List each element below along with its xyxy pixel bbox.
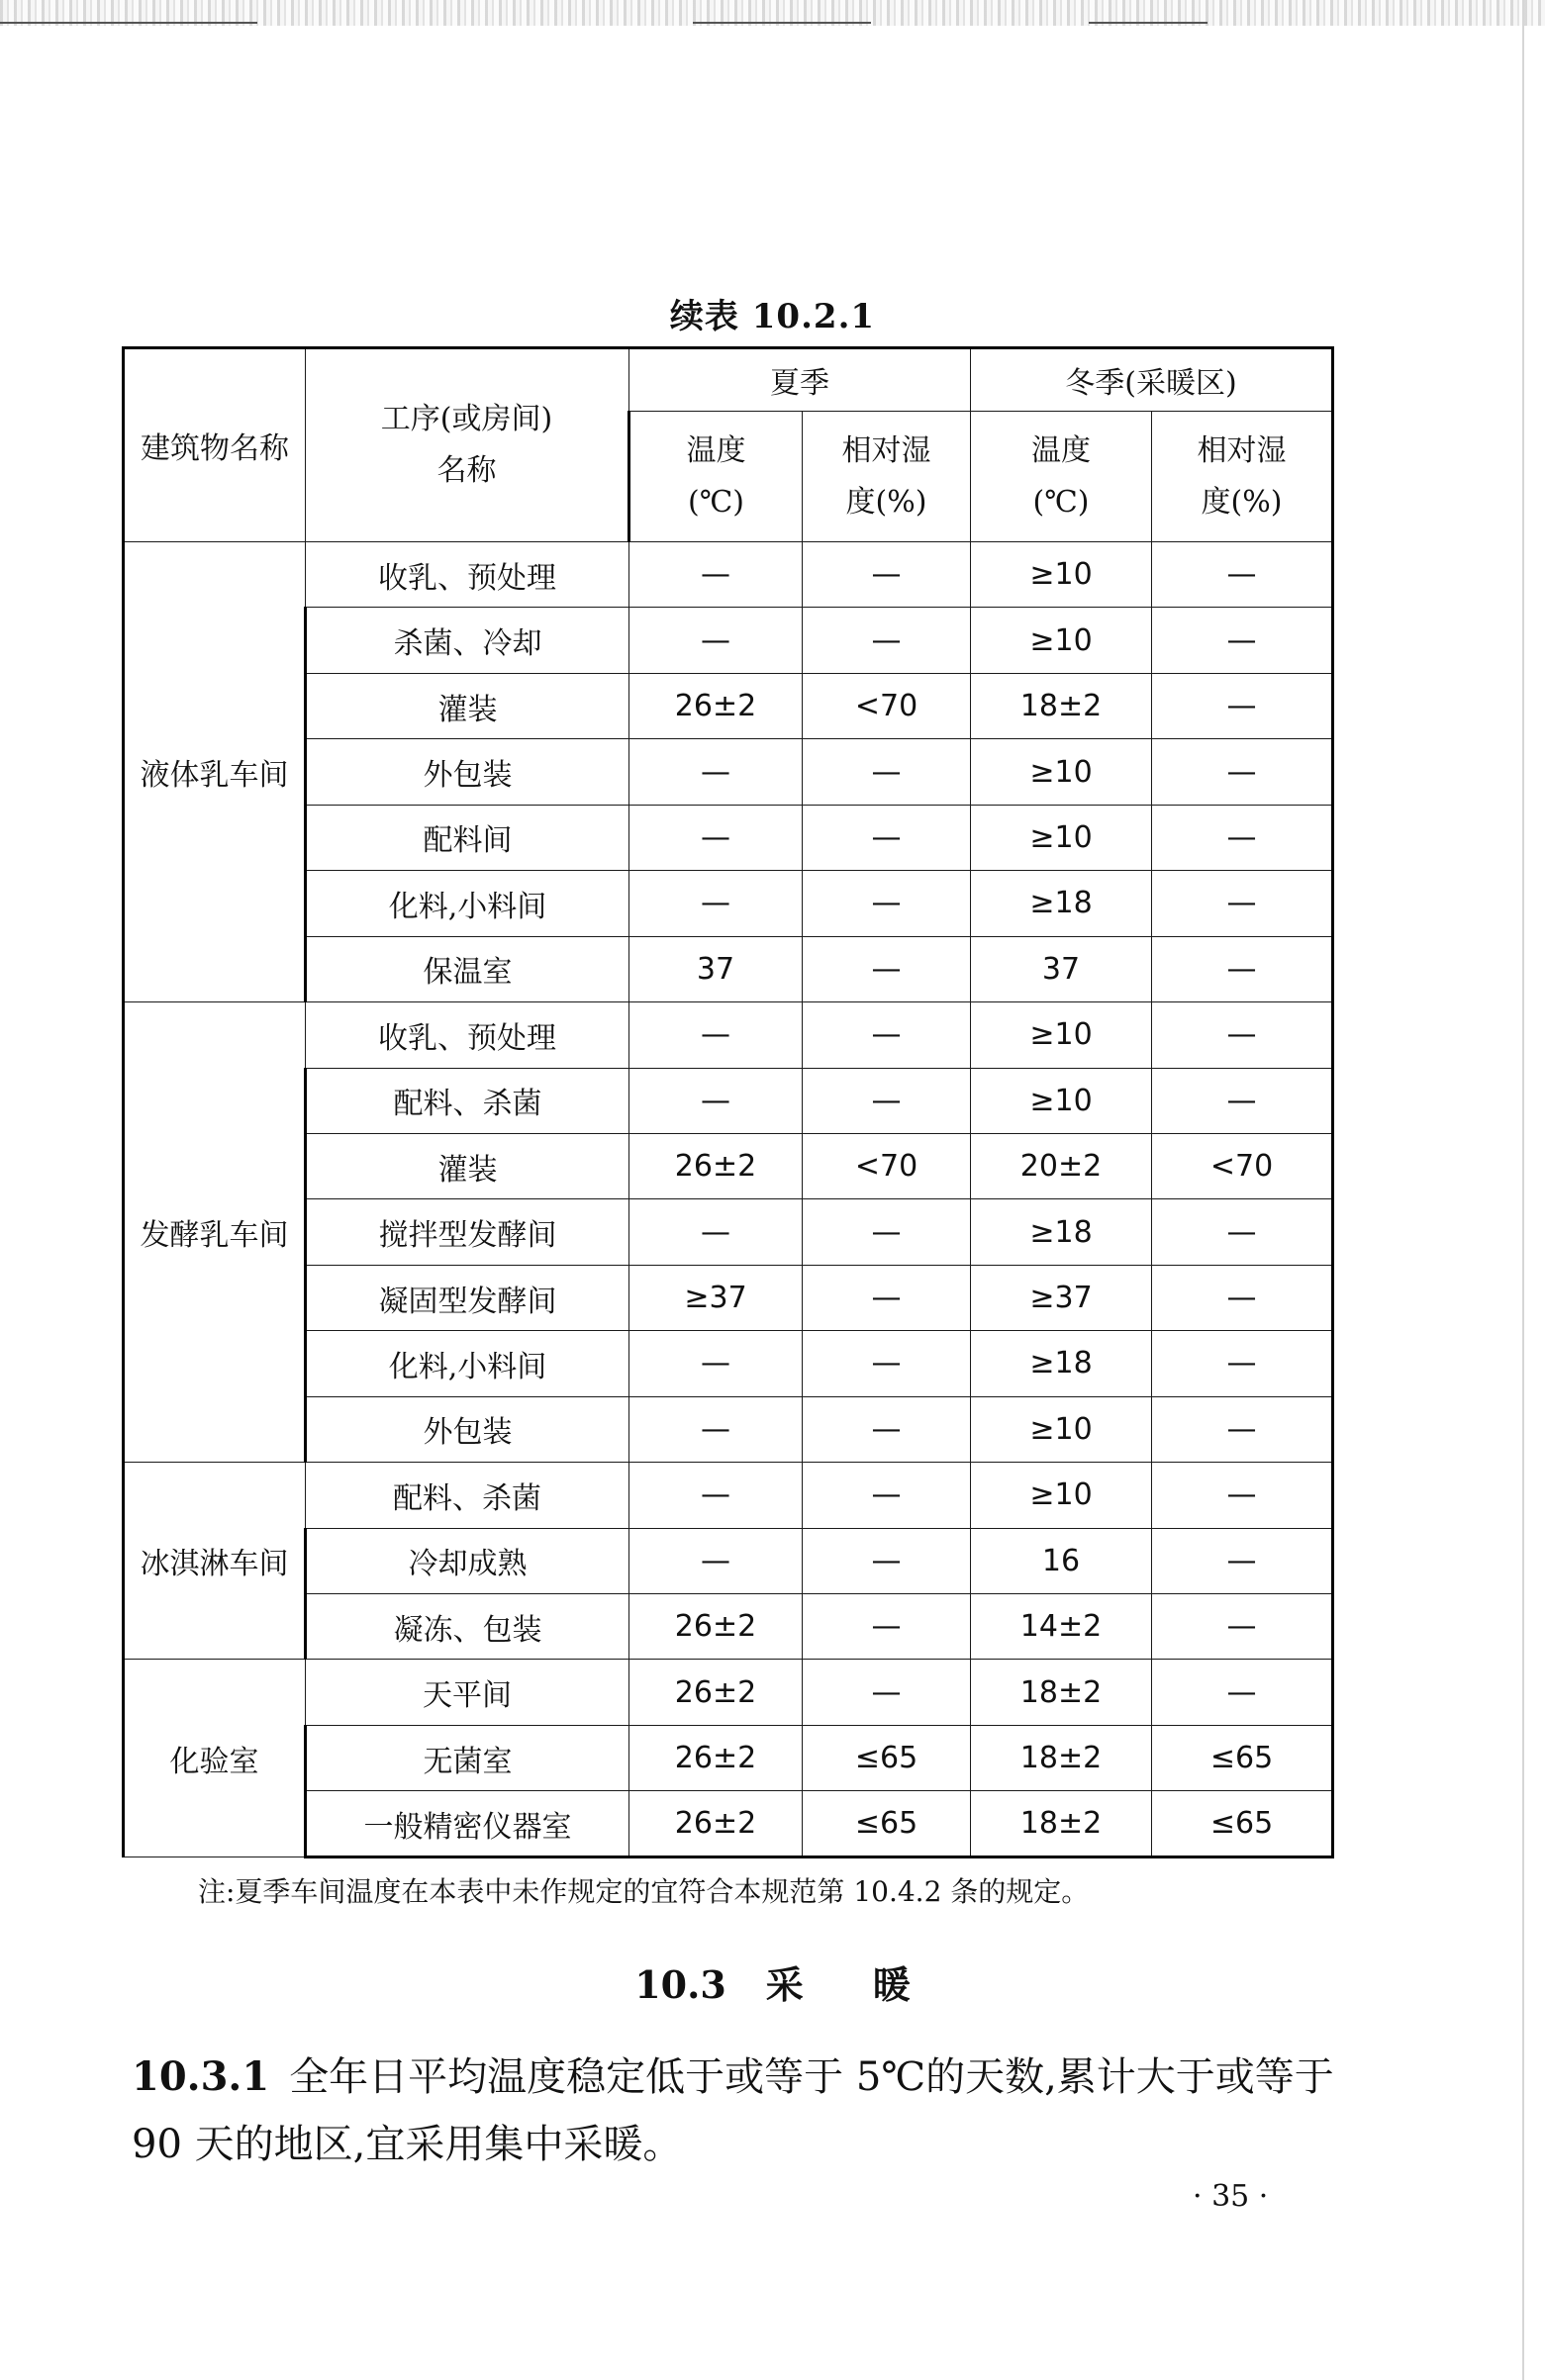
header-summer-rh — [803, 412, 971, 542]
winter-temp-cell: ≥18 — [971, 1199, 1152, 1265]
process-name-cell: 冷却成熟 — [306, 1528, 629, 1593]
summer-rh-cell: ≤65 — [803, 1791, 971, 1856]
winter-temp-cell: 18±2 — [971, 1725, 1152, 1790]
winter-rh-cell: — — [1152, 1528, 1333, 1593]
table-row — [124, 1199, 1333, 1265]
summer-temp-cell: 37 — [629, 936, 803, 1001]
summer-temp-cell: ≥37 — [629, 1265, 803, 1330]
section-title-part1: 采 — [765, 1962, 804, 2007]
process-name-cell: 天平间 — [306, 1660, 629, 1725]
process-name-cell: 外包装 — [306, 739, 629, 805]
header-building: 建筑物名称 — [124, 348, 306, 542]
building-name-cell: 液体乳车间 — [124, 542, 306, 1002]
summer-rh-cell: — — [803, 1068, 971, 1133]
table-note: 注:夏季车间温度在本表中未作规定的宜符合本规范第 10.4.2 条的规定。 — [198, 1875, 1090, 1908]
summer-temp-cell: — — [629, 1002, 803, 1068]
table-body — [124, 542, 1333, 1857]
table-row — [124, 1265, 1333, 1330]
process-name-cell: 保温室 — [306, 936, 629, 1001]
header-rh-line2: 度(%) — [845, 484, 927, 520]
header-winter: 冬季(采暖区) — [971, 348, 1333, 412]
header-temp-line2: (℃) — [1032, 484, 1090, 520]
environment-table — [122, 346, 1334, 1858]
summer-rh-cell: — — [803, 936, 971, 1001]
process-name-cell: 一般精密仪器室 — [306, 1791, 629, 1856]
header-summer: 夏季 — [629, 348, 971, 412]
building-name-cell: 冰淇淋车间 — [124, 1463, 306, 1660]
header-process-line1: 工序(或房间) — [380, 402, 553, 436]
scan-line — [1089, 22, 1207, 24]
summer-temp-cell: — — [629, 871, 803, 936]
header-summer-temp — [629, 412, 803, 542]
winter-rh-cell: — — [1152, 542, 1333, 608]
scan-line — [0, 22, 257, 24]
winter-rh-cell: — — [1152, 1594, 1333, 1660]
table-row — [124, 1660, 1333, 1725]
winter-temp-cell: 20±2 — [971, 1133, 1152, 1198]
header-rh-line2: 度(%) — [1201, 484, 1283, 520]
table-row — [124, 1528, 1333, 1593]
process-name-cell: 灌装 — [306, 673, 629, 738]
table-row — [124, 1396, 1333, 1462]
table-row — [124, 1594, 1333, 1660]
summer-temp-cell: 26±2 — [629, 1660, 803, 1725]
summer-temp-cell: — — [629, 608, 803, 673]
table-row — [124, 1463, 1333, 1528]
summer-temp-cell: — — [629, 1068, 803, 1133]
process-name-cell: 无菌室 — [306, 1725, 629, 1790]
clause-paragraph — [132, 2044, 1349, 2178]
winter-rh-cell: — — [1152, 936, 1333, 1001]
process-name-cell: 搅拌型发酵间 — [306, 1199, 629, 1265]
table-row — [124, 739, 1333, 805]
winter-temp-cell: ≥10 — [971, 739, 1152, 805]
summer-rh-cell: — — [803, 542, 971, 608]
header-rh-line1: 相对湿 — [841, 432, 931, 468]
winter-rh-cell: — — [1152, 1002, 1333, 1068]
winter-rh-cell: — — [1152, 608, 1333, 673]
header-process-line2: 名称 — [436, 453, 497, 488]
winter-rh-cell: ≤65 — [1152, 1791, 1333, 1856]
table-row — [124, 542, 1333, 608]
winter-temp-cell: ≥37 — [971, 1265, 1152, 1330]
winter-rh-cell: — — [1152, 1331, 1333, 1396]
process-name-cell: 收乳、预处理 — [306, 1002, 629, 1068]
winter-temp-cell: 16 — [971, 1528, 1152, 1593]
winter-temp-cell: ≥10 — [971, 1463, 1152, 1528]
summer-temp-cell: — — [629, 1528, 803, 1593]
summer-rh-cell: — — [803, 1528, 971, 1593]
summer-rh-cell: — — [803, 1265, 971, 1330]
summer-temp-cell: 26±2 — [629, 1791, 803, 1856]
summer-temp-cell: 26±2 — [629, 1594, 803, 1660]
header-rh-line1: 相对湿 — [1197, 432, 1287, 468]
winter-temp-cell: 37 — [971, 936, 1152, 1001]
header-temp-line1: 温度 — [1031, 432, 1091, 468]
winter-rh-cell: — — [1152, 1199, 1333, 1265]
header-winter-temp — [971, 412, 1152, 542]
table-row — [124, 1725, 1333, 1790]
winter-rh-cell: — — [1152, 739, 1333, 805]
summer-rh-cell: — — [803, 1660, 971, 1725]
winter-temp-cell: ≥10 — [971, 1396, 1152, 1462]
winter-temp-cell: ≥10 — [971, 805, 1152, 870]
scan-edge-line — [1522, 0, 1524, 2380]
scan-line — [693, 22, 871, 24]
summer-rh-cell: — — [803, 1396, 971, 1462]
table-row — [124, 936, 1333, 1001]
summer-rh-cell: — — [803, 739, 971, 805]
winter-rh-cell: — — [1152, 1463, 1333, 1528]
summer-temp-cell: — — [629, 739, 803, 805]
summer-temp-cell: — — [629, 542, 803, 608]
table-caption: 续表 10.2.1 — [669, 297, 876, 336]
summer-temp-cell: 26±2 — [629, 673, 803, 738]
summer-temp-cell: — — [629, 1463, 803, 1528]
summer-rh-cell: <70 — [803, 673, 971, 738]
winter-rh-cell: — — [1152, 1396, 1333, 1462]
winter-temp-cell: 18±2 — [971, 1791, 1152, 1856]
header-process — [306, 348, 629, 542]
summer-temp-cell: — — [629, 1199, 803, 1265]
table-row — [124, 1331, 1333, 1396]
header-row-1 — [124, 348, 1333, 412]
winter-temp-cell: ≥18 — [971, 871, 1152, 936]
summer-rh-cell: <70 — [803, 1133, 971, 1198]
process-name-cell: 外包装 — [306, 1396, 629, 1462]
section-number: 10.3 — [634, 1962, 726, 2007]
winter-temp-cell: ≥10 — [971, 1002, 1152, 1068]
winter-rh-cell: <70 — [1152, 1133, 1333, 1198]
clause-text: 全年日平均温度稳定低于或等于 5℃的天数,累计大于或等于 90 天的地区,宜采用集中采暖。 — [132, 2054, 1334, 2167]
summer-rh-cell: — — [803, 1463, 971, 1528]
process-name-cell: 凝冻、包装 — [306, 1594, 629, 1660]
summer-rh-cell: — — [803, 871, 971, 936]
table-row — [124, 608, 1333, 673]
summer-temp-cell: 26±2 — [629, 1133, 803, 1198]
header-temp-line2: (℃) — [688, 484, 744, 520]
process-name-cell: 收乳、预处理 — [306, 542, 629, 608]
summer-rh-cell: ≤65 — [803, 1725, 971, 1790]
process-name-cell: 杀菌、冷却 — [306, 608, 629, 673]
table-row — [124, 1002, 1333, 1068]
process-name-cell: 配料、杀菌 — [306, 1463, 629, 1528]
process-name-cell: 化料,小料间 — [306, 871, 629, 936]
process-name-cell: 灌装 — [306, 1133, 629, 1198]
summer-temp-cell: — — [629, 805, 803, 870]
summer-rh-cell: — — [803, 805, 971, 870]
winter-rh-cell: — — [1152, 1068, 1333, 1133]
winter-temp-cell: ≥10 — [971, 1068, 1152, 1133]
summer-temp-cell: 26±2 — [629, 1725, 803, 1790]
table-row — [124, 1791, 1333, 1856]
summer-rh-cell: — — [803, 1331, 971, 1396]
winter-rh-cell: — — [1152, 1265, 1333, 1330]
table-row — [124, 673, 1333, 738]
summer-temp-cell: — — [629, 1396, 803, 1462]
building-name-cell: 化验室 — [124, 1660, 306, 1856]
table-row — [124, 805, 1333, 870]
building-name-cell: 发酵乳车间 — [124, 1002, 306, 1463]
summer-rh-cell: — — [803, 1594, 971, 1660]
summer-rh-cell: — — [803, 1002, 971, 1068]
winter-rh-cell: — — [1152, 1660, 1333, 1725]
page-number: · 35 · — [1193, 2179, 1269, 2214]
winter-rh-cell: — — [1152, 871, 1333, 936]
header-winter-rh — [1152, 412, 1333, 542]
table-row — [124, 871, 1333, 936]
section-heading — [0, 1954, 1545, 2009]
winter-rh-cell: — — [1152, 673, 1333, 738]
summer-temp-cell: — — [629, 1331, 803, 1396]
summer-rh-cell: — — [803, 1199, 971, 1265]
process-name-cell: 凝固型发酵间 — [306, 1265, 629, 1330]
clause-number: 10.3.1 — [132, 2053, 270, 2100]
table-row — [124, 1068, 1333, 1133]
winter-temp-cell: ≥18 — [971, 1331, 1152, 1396]
process-name-cell: 配料间 — [306, 805, 629, 870]
section-title-part2: 暖 — [872, 1962, 911, 2007]
winter-temp-cell: ≥10 — [971, 608, 1152, 673]
winter-temp-cell: 18±2 — [971, 673, 1152, 738]
winter-rh-cell: ≤65 — [1152, 1725, 1333, 1790]
summer-rh-cell: — — [803, 608, 971, 673]
winter-temp-cell: ≥10 — [971, 542, 1152, 608]
winter-temp-cell: 18±2 — [971, 1660, 1152, 1725]
table-row — [124, 1133, 1333, 1198]
process-name-cell: 化料,小料间 — [306, 1331, 629, 1396]
process-name-cell: 配料、杀菌 — [306, 1068, 629, 1133]
winter-rh-cell: — — [1152, 805, 1333, 870]
header-temp-line1: 温度 — [686, 432, 746, 468]
winter-temp-cell: 14±2 — [971, 1594, 1152, 1660]
